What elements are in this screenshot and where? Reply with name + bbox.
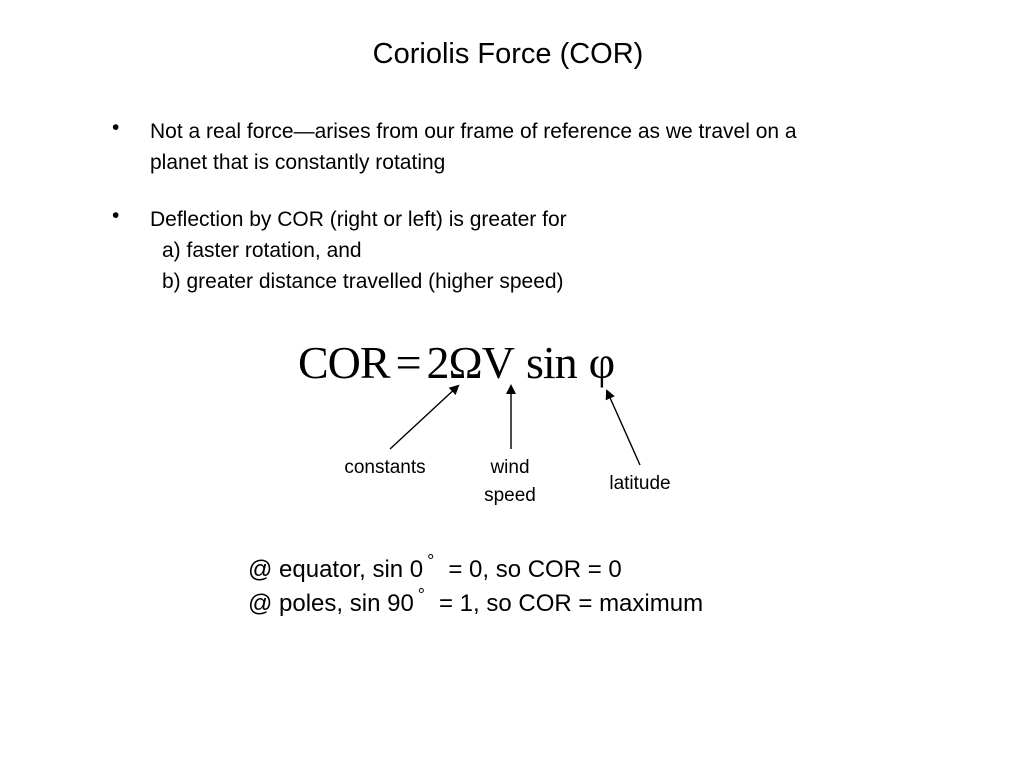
bullet-marker: •: [112, 116, 120, 139]
bullet-1-line-1: Not a real force—arises from our frame of reference as we travel on a: [150, 120, 797, 143]
note-equator-suffix: = 0, so COR = 0: [448, 556, 622, 583]
label-constants: constants: [344, 457, 426, 478]
arrow-constants: [390, 386, 458, 449]
formula-equals: =: [395, 337, 421, 388]
label-latitude: latitude: [609, 473, 671, 494]
slide-title: Coriolis Force (COR): [372, 38, 644, 70]
note-equator: [248, 551, 622, 584]
bullet-1-line-2: planet that is constantly rotating: [150, 151, 446, 174]
formula-phi: φ: [588, 337, 615, 388]
formula-lhs: COR: [298, 337, 390, 388]
bullet-2-line-2: a) faster rotation, and: [162, 239, 362, 262]
note-poles: [248, 585, 704, 618]
note-poles-suffix: = 1, so COR = maximum: [439, 590, 704, 617]
bullet-2-line-3: b) greater distance travelled (higher speed): [162, 270, 564, 293]
degree-symbol: °: [427, 551, 435, 571]
degree-symbol: °: [417, 585, 425, 605]
bullet-marker: •: [112, 204, 120, 227]
label-wind-line: wind: [490, 457, 530, 478]
bullet-2-line-1: Deflection by COR (right or left) is greater for: [150, 208, 567, 231]
note-equator-prefix: @ equator, sin 0: [248, 556, 424, 583]
label-speed-line: speed: [484, 485, 536, 506]
label-wind-speed: [460, 454, 560, 510]
formula-sin: sin: [525, 337, 577, 388]
note-poles-prefix: @ poles, sin 90: [248, 590, 414, 617]
arrow-latitude: [607, 391, 640, 465]
formula-term: 2ΩV: [426, 337, 514, 388]
